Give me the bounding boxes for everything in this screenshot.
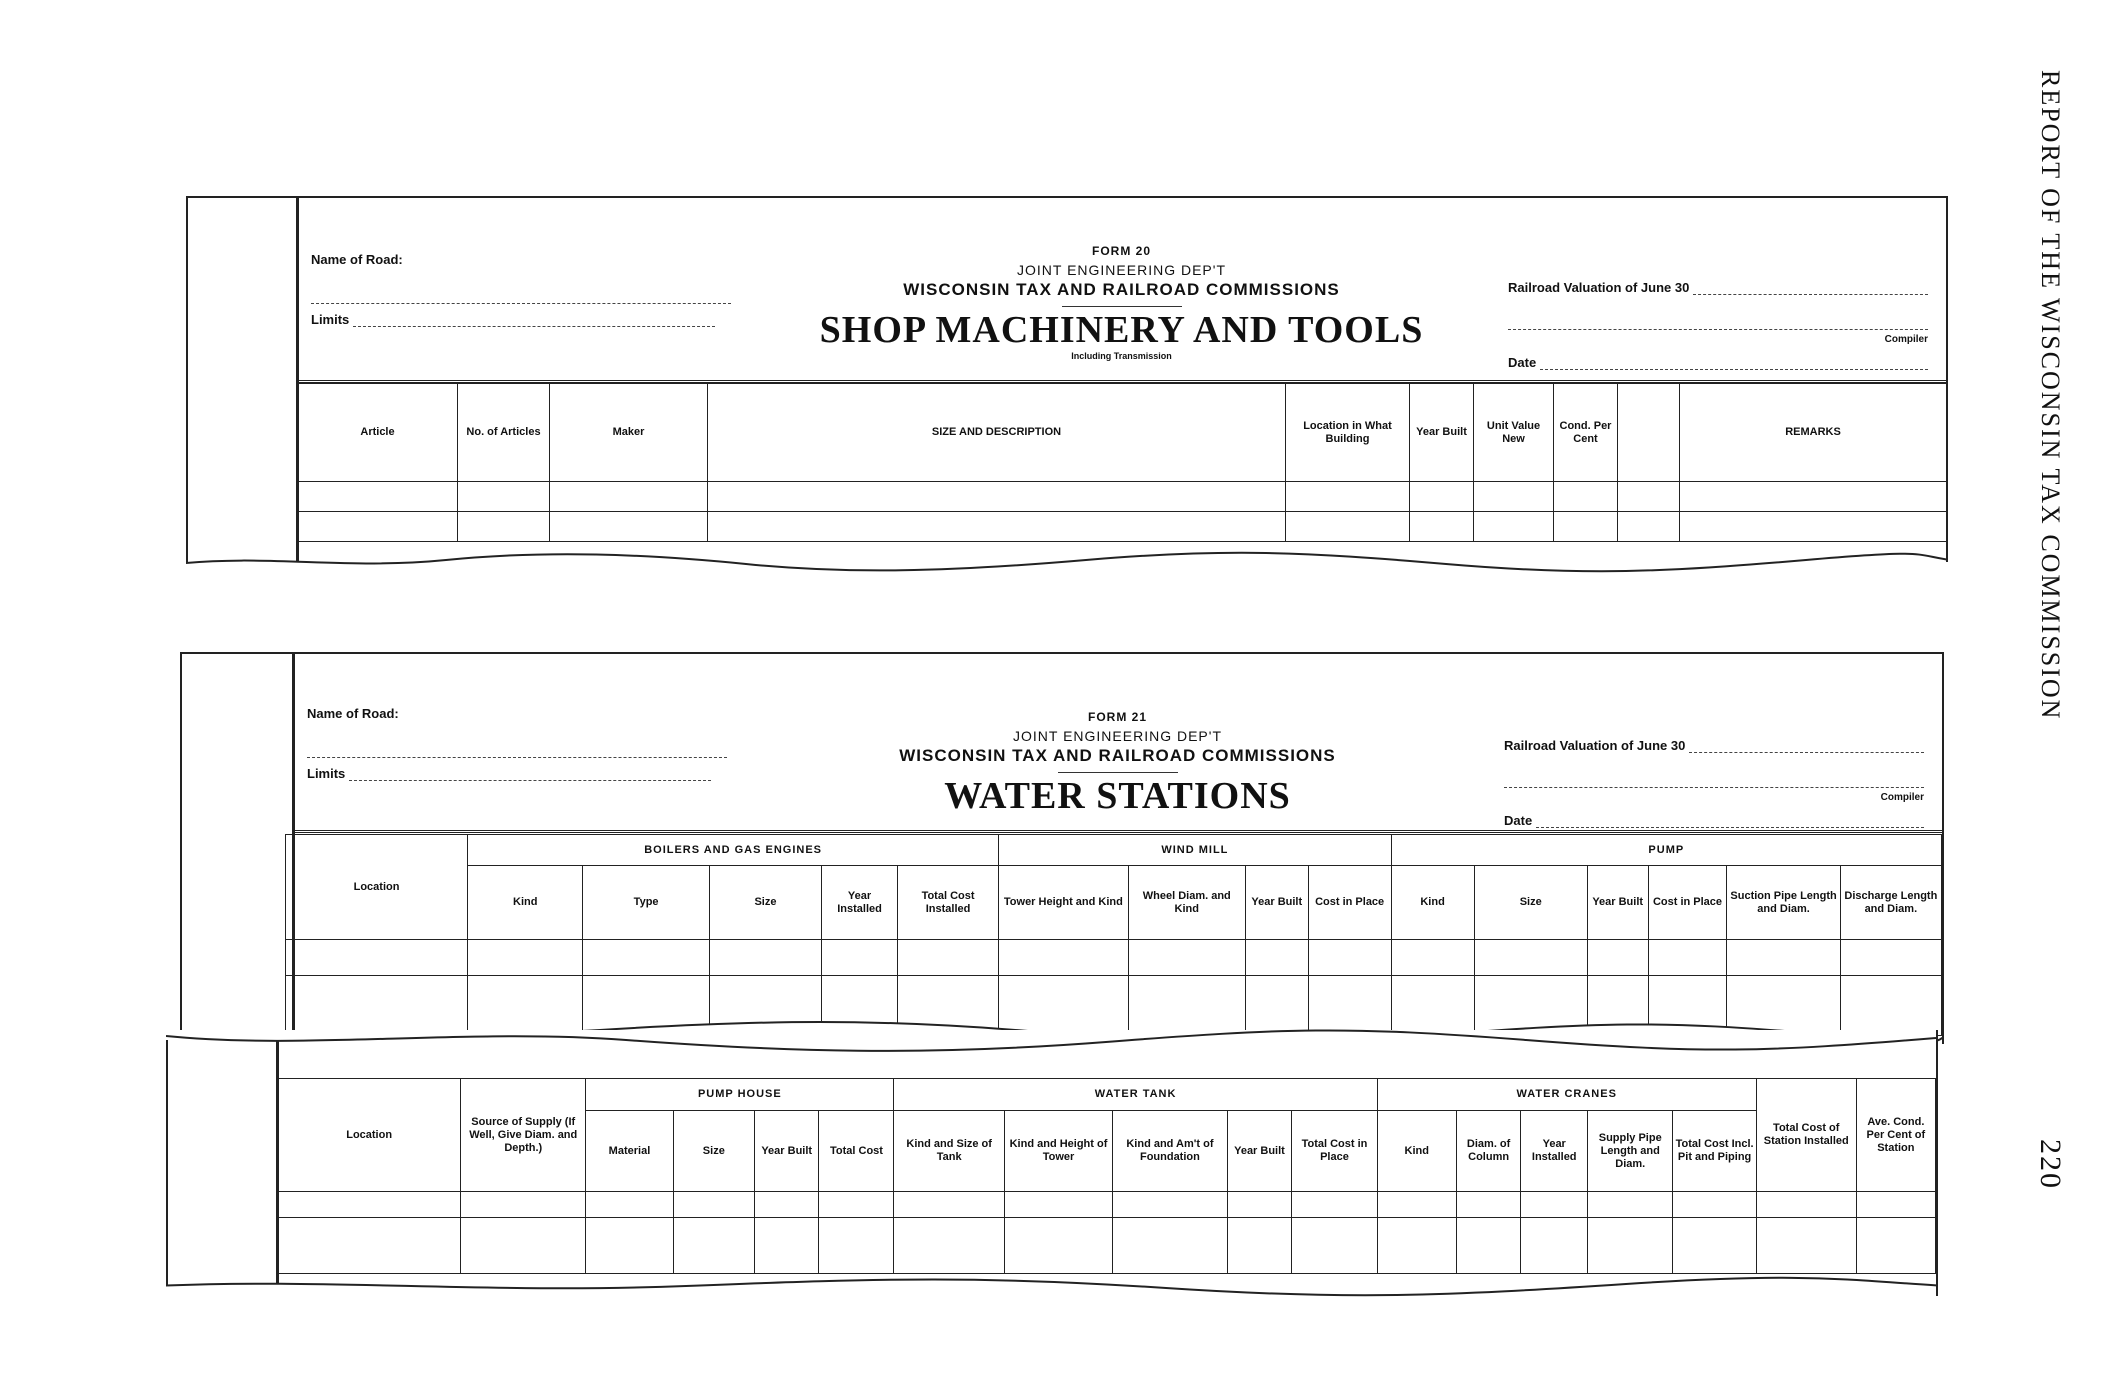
col-windmill-wheel: Wheel Diam. and Kind [1128,866,1245,940]
col-pump-kind: Kind [1391,866,1474,940]
col-no-of-articles: No. of Articles [458,384,550,482]
col-pumphouse-material: Material [586,1111,673,1192]
form-21-title-rule [1058,772,1178,773]
col-tank-foundation: Kind and Am't of Foundation [1113,1111,1228,1192]
form-21-name-of-road-label: Name of Road: [307,706,399,721]
form-21-date-label: Date [1504,813,1533,828]
col-pumphouse-year-built: Year Built [754,1111,819,1192]
form-20-torn-edge [186,550,1946,580]
form-20-entry-row[interactable] [298,512,1947,542]
form-21-date-field[interactable] [1536,815,1924,828]
form-20-valuation-field[interactable] [1693,282,1928,295]
form-20-valuation-row [1508,280,1928,295]
form-20-date-row [1508,355,1928,370]
col-cond-per-cent: Cond. Per Cent [1554,384,1618,482]
col-pumphouse-total-cost: Total Cost [819,1111,894,1192]
form-20-limits-label: Limits [311,312,350,327]
form-20-header [297,198,1946,383]
form-21-lower-entry-row[interactable] [278,1192,1936,1218]
group-pump: PUMP [1391,835,1941,866]
form-21-valuation-field[interactable] [1689,740,1924,753]
form-20-valuation-label: Railroad Valuation of June 30 [1508,280,1690,295]
col-crane-year-installed: Year Installed [1521,1111,1588,1192]
form-20-title-rule [1062,306,1182,307]
running-head [2010,70,2067,1190]
form-21-column-row [286,866,1942,940]
col-location: Location [286,835,468,940]
col-lower-location: Location [278,1079,461,1192]
form-20-date-label: Date [1508,355,1537,370]
form-20-subtitle: Including Transmission [1071,351,1172,361]
col-crane-kind: Kind [1377,1111,1456,1192]
form-21-header [293,654,1942,833]
col-location-in-building: Location in What Building [1286,384,1410,482]
col-pump-year-built: Year Built [1587,866,1648,940]
form-21-department: JOINT ENGINEERING DEP'T [1013,728,1222,744]
form-21-date-row [1504,813,1924,828]
col-crane-supply-pipe: Supply Pipe Length and Diam. [1588,1111,1673,1192]
group-boilers-gas-engines: BOILERS AND GAS ENGINES [468,835,999,866]
col-size-and-description: SIZE AND DESCRIPTION [708,384,1286,482]
col-boiler-type: Type [583,866,709,940]
form-21 [180,652,1944,1044]
form-20-compiler-label: Compiler [1884,334,1928,345]
col-total-cost-station: Total Cost of Station Installed [1756,1079,1856,1192]
form-20-name-of-road-label: Name of Road: [311,252,403,267]
form-20-title: SHOP MACHINERY AND TOOLS [819,309,1424,351]
col-article: Article [298,384,458,482]
col-blank [1618,384,1680,482]
col-pump-discharge: Discharge Length and Diam. [1840,866,1941,940]
col-tank-total-cost: Total Cost in Place [1292,1111,1377,1192]
col-pump-size: Size [1474,866,1587,940]
form-20-table [297,383,1947,542]
form-21-continuation [166,1030,1938,1296]
col-boiler-year-installed: Year Installed [822,866,898,940]
form-20-date-field[interactable] [1540,357,1928,370]
form-20-entry-row[interactable] [298,482,1947,512]
form-20-commissions: WISCONSIN TAX AND RAILROAD COMMISSIONS [903,280,1340,299]
col-pump-suction: Suction Pipe Length and Diam. [1727,866,1840,940]
form-21-stub [180,654,295,1044]
form-20 [186,196,1948,562]
col-tank-kind-size: Kind and Size of Tank [894,1111,1004,1192]
col-boiler-kind: Kind [468,866,583,940]
form-21-continuation-torn-top [166,1022,1936,1062]
col-boiler-total-cost: Total Cost Installed [897,866,998,940]
form-21-right-block [1504,738,1924,828]
group-pump-house: PUMP HOUSE [586,1079,894,1111]
form-21-lower-table [277,1078,1936,1274]
col-boiler-size: Size [709,866,821,940]
form-21-continuation-torn-bottom [166,1276,1936,1306]
col-pumphouse-size: Size [673,1111,754,1192]
form-20-stub [186,198,299,562]
col-source-of-supply: Source of Supply (If Well, Give Diam. and Depth.) [461,1079,586,1192]
col-pump-cost: Cost in Place [1648,866,1727,940]
form-20-header-row [298,384,1947,482]
col-crane-diam-column: Diam. of Column [1456,1111,1521,1192]
form-21-valuation-row [1504,738,1924,753]
col-windmill-cost: Cost in Place [1308,866,1391,940]
group-water-cranes: WATER CRANES [1377,1079,1756,1111]
form-21-compiler-label: Compiler [1880,792,1924,803]
form-21-title: WATER STATIONS [944,775,1291,817]
form-21-compiler-field[interactable] [1504,775,1924,788]
form-21-lower-group-row [278,1079,1936,1111]
page-number: 220 [2034,1139,2067,1190]
form-21-title-block [653,710,1582,817]
group-water-tank: WATER TANK [894,1079,1377,1111]
form-21-upper-table [285,834,1942,1036]
form-21-commissions: WISCONSIN TAX AND RAILROAD COMMISSIONS [899,746,1336,765]
form-20-title-block [657,244,1586,361]
form-20-compiler-field[interactable] [1508,317,1928,330]
form-21-group-row [286,835,1942,866]
form-21-valuation-label: Railroad Valuation of June 30 [1504,738,1686,753]
col-tank-year-built: Year Built [1227,1111,1292,1192]
col-windmill-year-built: Year Built [1245,866,1308,940]
form-20-right-block [1508,280,1928,370]
running-title: REPORT OF THE WISCONSIN TAX COMMISSION [2036,70,2065,721]
form-21-number: FORM 21 [1087,710,1147,724]
form-20-department: JOINT ENGINEERING DEP'T [1017,262,1226,278]
col-tank-tower: Kind and Height of Tower [1004,1111,1112,1192]
col-unit-value-new: Unit Value New [1474,384,1554,482]
col-crane-total-cost: Total Cost Incl. Pit and Piping [1673,1111,1756,1192]
col-windmill-tower: Tower Height and Kind [999,866,1128,940]
col-year-built: Year Built [1410,384,1474,482]
col-ave-cond: Ave. Cond. Per Cent of Station [1856,1079,1935,1192]
form-21-continuation-stub [166,1040,279,1296]
col-remarks: REMARKS [1680,384,1947,482]
group-wind-mill: WIND MILL [999,835,1391,866]
form-21-entry-row[interactable] [286,940,1942,976]
form-20-number: FORM 20 [1091,244,1151,258]
form-21-lower-entry-row[interactable] [278,1218,1936,1274]
col-maker: Maker [550,384,708,482]
form-21-limits-label: Limits [307,766,346,781]
